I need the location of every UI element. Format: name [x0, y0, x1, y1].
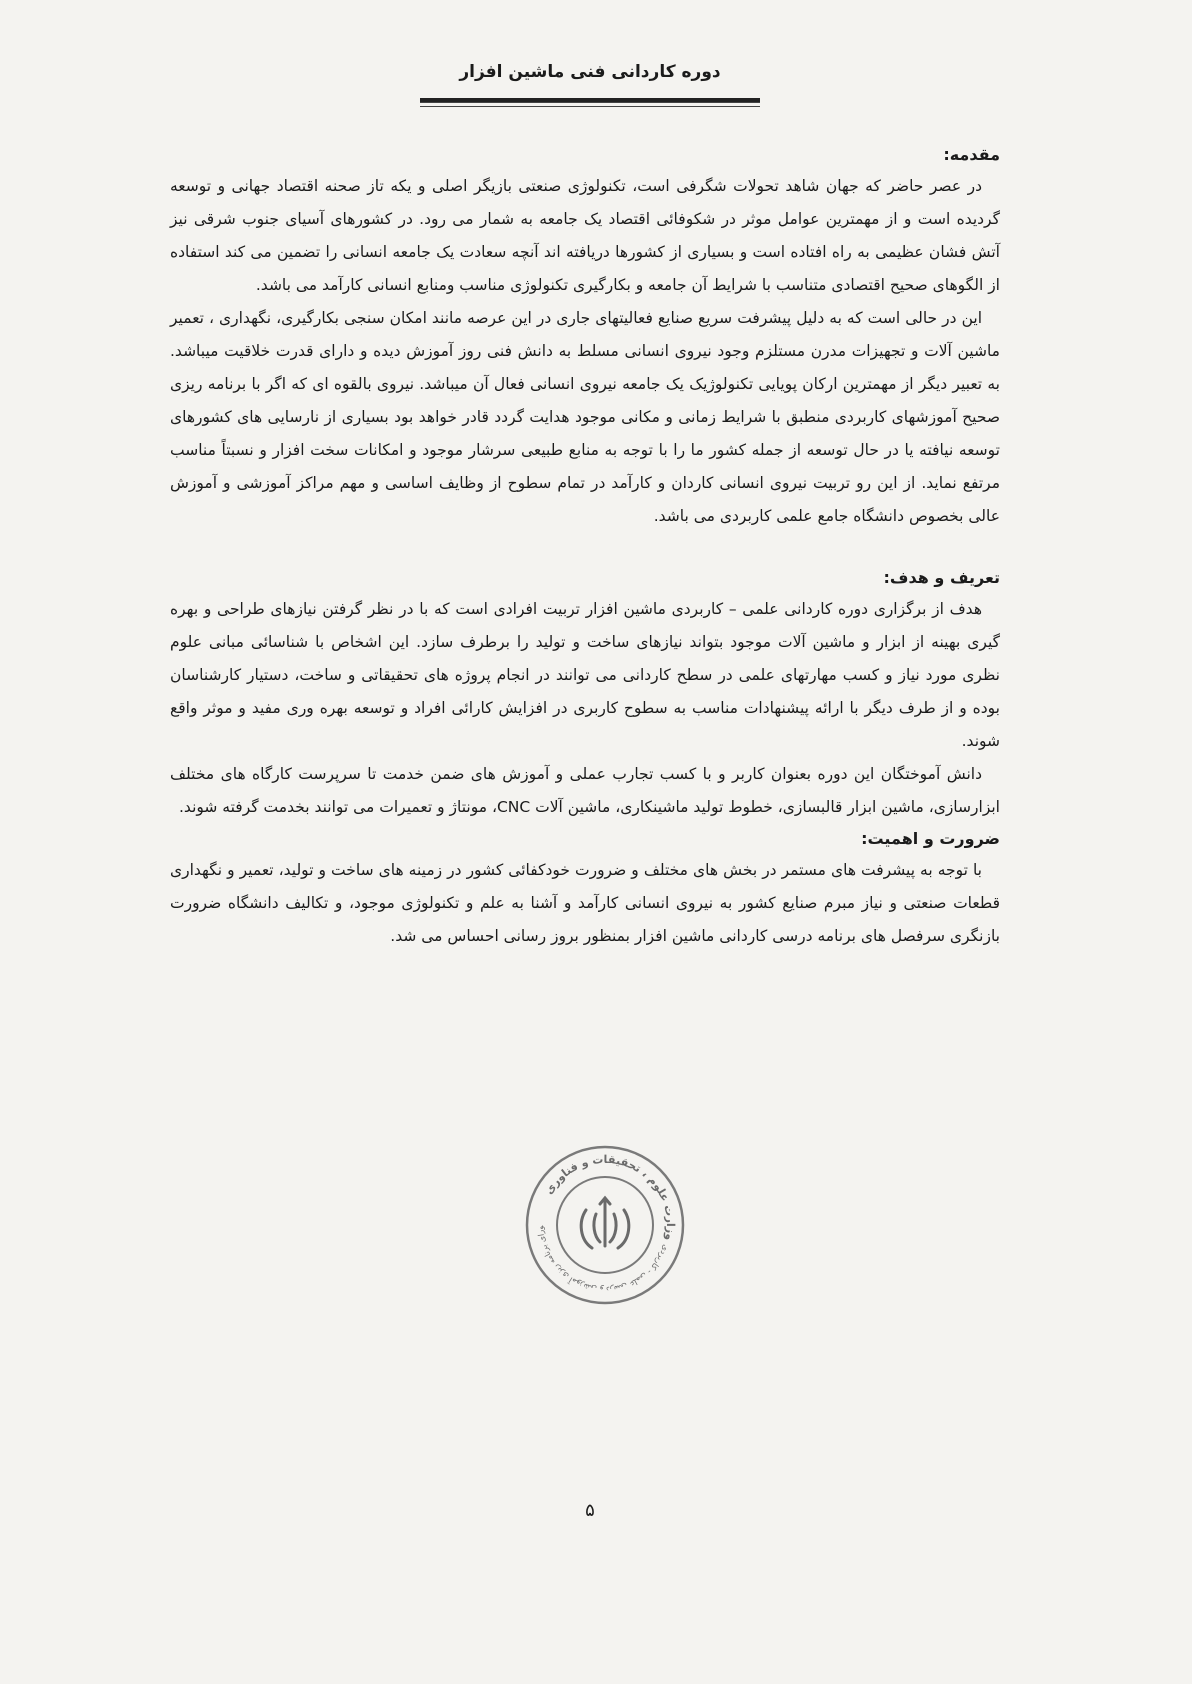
- definition-heading: تعریف و هدف:: [883, 568, 1000, 587]
- header-rule-thin: [420, 106, 760, 107]
- seal-inner-text: ورای برنامه ریزی آموزشی و درسی علمی - کاربردی: [535, 1225, 671, 1295]
- necessity-heading: ضرورت و اهمیت:: [861, 829, 1000, 848]
- seal-stamp-icon: [520, 1140, 690, 1310]
- page-header: [420, 62, 760, 107]
- document-body: [170, 140, 1000, 953]
- definition-paragraph-1: هدف از برگزاری دوره کاردانی علمی – کاربردی ماشین افزار تربیت افرادی است که با در نظر گرفتن نیازهای طراحی و بهره گیری بهینه از ابزار و ماشین آلات موجود بتواند نیازهای ساخت و تولید را برطرف سازد. این اشخاص با شناسائی مبانی علوم نظری مورد نیاز و کسب مهارتهای علمی در سطح کاردانی می توانند در انجام پروژه های تحقیقاتی و ساخت، دستیار کارشناسان بوده و از طرف دیگر با ارائه پیشنهادات مناسب به سطوح کاربری در افزایش کارائی افراد و توسعه بهره وری مفید و موثر واقع شوند.: [170, 600, 1000, 750]
- iran-emblem-icon: [581, 1198, 629, 1248]
- intro-heading: مقدمه:: [943, 145, 1000, 164]
- page-number: ۵: [585, 1500, 595, 1521]
- necessity-paragraph-1: با توجه به پیشرفت های مستمر در بخش های مختلف و ضرورت خودکفائی کشور در زمینه های ساخت و تولید، تعمیر و نگهداری قطعات صنعتی و نیاز مبرم صنایع کشور به نیروی انسانی کارآمد و آشنا به علم و تکنولوژی موجود، و تکالیف دانشگاه ضرورت بازنگری سرفصل های برنامه درسی کاردانی ماشین افزار بمنظور بروز رسانی احساس می شد.: [170, 861, 1000, 945]
- intro-paragraph-1: در عصر حاضر که جهان شاهد تحولات شگرفی است، تکنولوژی صنعتی بازیگر اصلی و یکه تاز صحنه اقتصاد جهانی و توسعه گردیده است و از مهمترین عوامل موثر در شکوفائی اقتصاد یک جامعه به شمار می رود. در کشورهای آسیای جنوب شرقی نیز آتش فشان عظیمی به راه افتاده است و بسیاری از کشورها دریافته اند آنچه سعادت یک جامعه انسانی را تضمین می کند استفاده از الگوهای صحیح اقتصادی متناسب با شرایط آن جامعه و بکارگیری تکنولوژی مناسب ومنابع انسانی کارآمد می باشد.: [170, 177, 1000, 294]
- ministry-seal: [520, 1140, 690, 1310]
- definition-paragraph-2: دانش آموختگان این دوره بعنوان کاربر و با کسب تجارب عملی و آموزش های ضمن خدمت تا سرپرست کارگاه های مختلف ابزارسازی، ماشین ابزار قالبسازی، خطوط تولید ماشینکاری، ماشین آلات CNC، مونتاژ و تعمیرات می توانند بخدمت گرفته شوند.: [170, 765, 1000, 816]
- seal-outer-text: وزارت علوم ، تحقیقات و فناوری: [542, 1152, 678, 1242]
- header-rule: [420, 98, 760, 103]
- intro-paragraph-2: این در حالی است که به دلیل پیشرفت سریع صنایع فعالیتهای جاری در این عرصه مانند امکان سنجی بکارگیری، نگهداری ، تعمیر ماشین آلات و تجهیزات مدرن مستلزم وجود نیروی انسانی مسلط به دانش فنی روز آموزش دیده و دارای قدرت خلاقیت میباشد. به تعبیر دیگر از مهمترین ارکان پویایی تکنولوژیک یک جامعه نیروی انسانی فعال آن میباشد. نیروی بالقوه ای که اگر با برنامه ریزی صحیح آموزشهای کاربردی منطبق با شرایط زمانی و مکانی موجود هدایت گردد قادر خواهد بود بسیاری از نارسایی های کشورهای توسعه نیافته یا در حال توسعه از جمله کشور ما را با توجه به منابع طبیعی سرشار موجود و امکانات سخت افزار و نسبتاً مناسب مرتفع نماید. از این رو تربیت نیروی انسانی کاردان و کارآمد در تمام سطوح از وظایف اساسی و مهم مراکز آموزشی و آموزش عالی بخصوص دانشگاه جامع علمی کاربردی می باشد.: [170, 309, 1000, 525]
- header-title: دوره کاردانی فنی ماشین افزار: [459, 62, 721, 82]
